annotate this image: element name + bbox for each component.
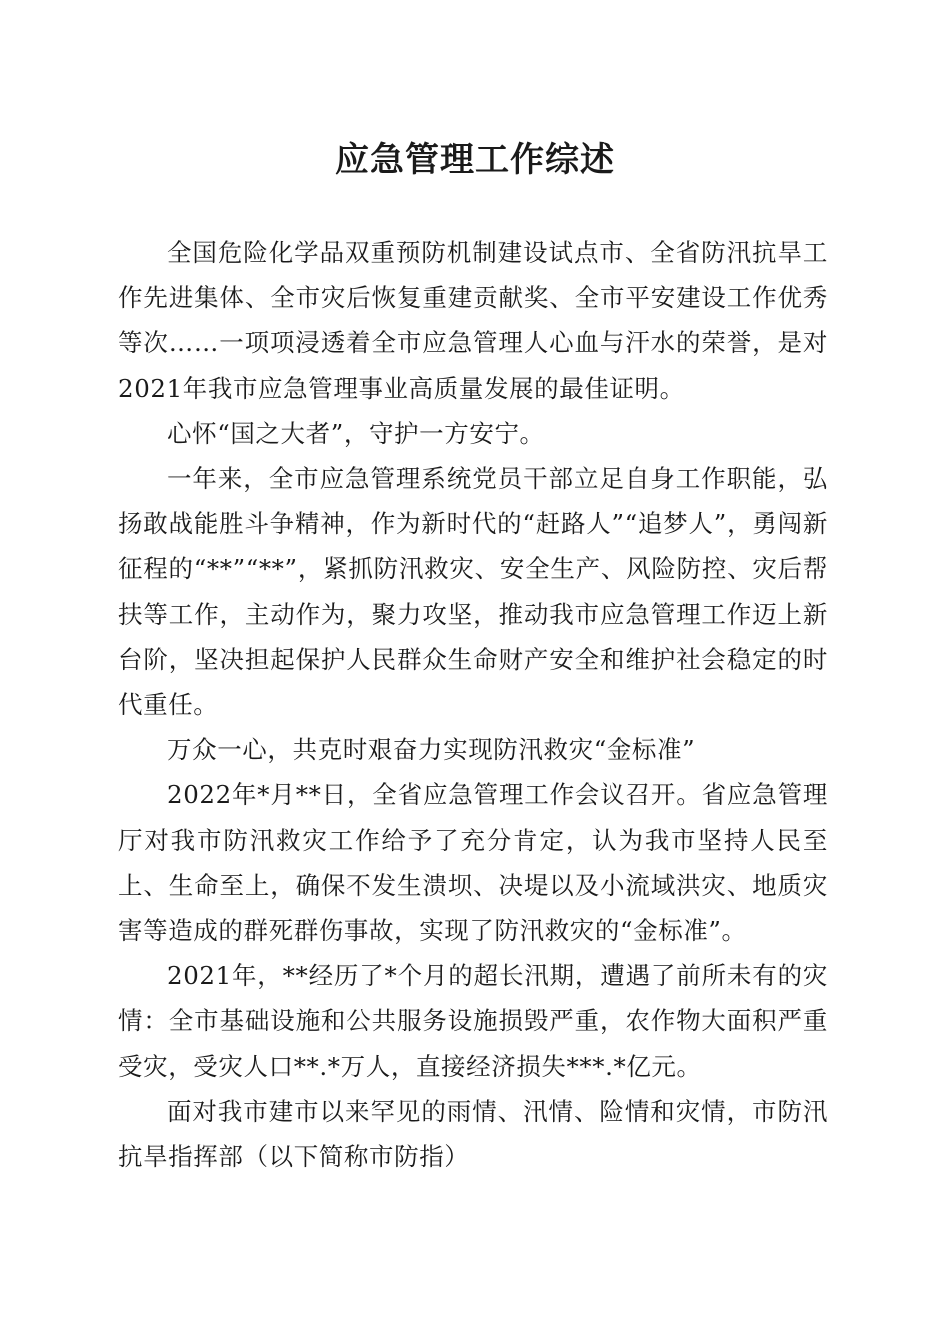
paragraph-flood-command: 面对我市建市以来罕见的雨情、汛情、险情和灾情，市防汛抗旱指挥部（以下简称市防指） — [118, 1096, 828, 1172]
paragraph-motto: 心怀“国之大者”，守护一方安宁。 — [167, 418, 545, 448]
document-title: 应急管理工作综述 — [335, 140, 615, 180]
section-heading-flood-relief: 万众一心，共克时艰奋力实现防汛救灾“金标准” — [167, 735, 696, 765]
paragraph-disaster-stats: 2021年，**经历了*个月的超长汛期，遭遇了前所未有的灾情：全市基础设施和公共服务设施损毁严重，农作物大面积严重受灾，受灾人口**.*万人，直接经济损失***.*亿元。 — [118, 961, 828, 1081]
paragraph-year-review: 一年来，全市应急管理系统党员干部立足自身工作职能，弘扬敢战能胜斗争精神，作为新时代的“赶路人”“追梦人”，勇闯新征程的“**”“**”，紧抓防汛救灾、安全生产、风险防控、灾后帮扶等工作，主动作为，聚力攻坚，推动我市应急管理工作迈上新台阶，坚决担起保护人民群众生命财产安全和维护社会稳定的时代重任。 — [118, 464, 828, 720]
paragraph-provincial-meeting: 2022年*月**日，全省应急管理工作会议召开。省应急管理厅对我市防汛救灾工作给予了充分肯定，认为我市坚持人民至上、生命至上，确保不发生溃坝、决堤以及小流域洪灾、地质灾害等造成的群死群伤事故，实现了防汛救灾的“金标准”。 — [118, 780, 828, 946]
paragraph-honors: 全国危险化学品双重预防机制建设试点市、全省防汛抗旱工作先进集体、全市灾后恢复重建贡献奖、全市平安建设工作优秀等次……一项项浸透着全市应急管理人心血与汗水的荣誉，是对2021年我市应急管理事业高质量发展的最佳证明。 — [118, 238, 828, 403]
document-body — [118, 230, 828, 1179]
